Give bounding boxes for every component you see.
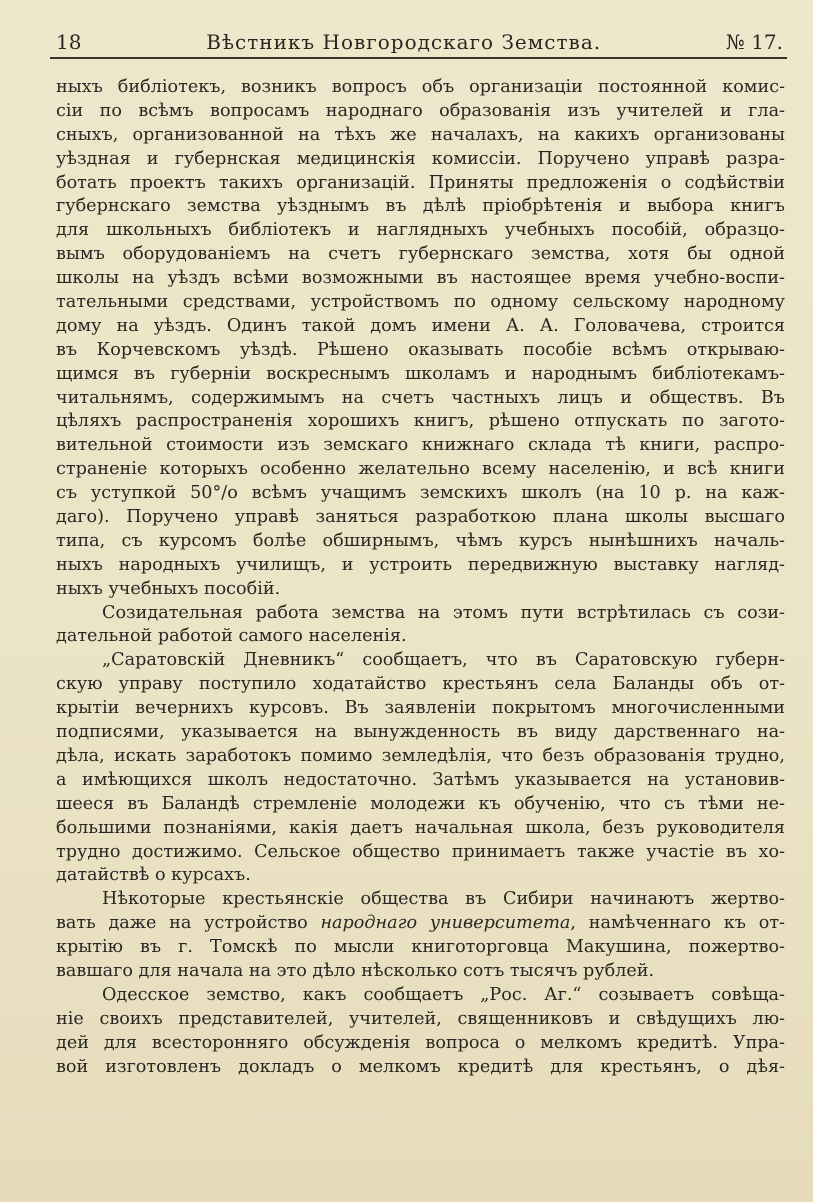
text-line: крытію въ г. Томскѣ по мысли книготорговца Макушина, пожертво- bbox=[56, 937, 785, 958]
article-body bbox=[56, 76, 785, 1079]
text-line: крытіи вечернихъ курсовъ. Въ заявленіи покрытомъ многочисленными bbox=[56, 698, 785, 719]
text-line: подписями, указывается на вынужденность въ виду дарственнаго на- bbox=[56, 722, 785, 743]
text-line: ныхъ библіотекъ, возникъ вопросъ объ организаціи постоянной комис- bbox=[56, 77, 785, 97]
text-line: вительной стоимости изъ земскаго книжнаго склада тѣ книги, распро- bbox=[56, 435, 785, 456]
text-line: вавшаго для начала на это дѣло нѣсколько сотъ тысячъ рублей. bbox=[56, 960, 655, 981]
text-line: „Саратовскій Дневникъ“ сообщаетъ, что въ Саратовскую губерн- bbox=[102, 650, 785, 671]
text-line: дому на уѣздъ. Одинъ такой домъ имени А. А. Головачева, строится bbox=[56, 315, 785, 336]
page-header bbox=[56, 24, 783, 54]
text-line: а имѣющихся школъ недостаточно. Затѣмъ указывается на установив- bbox=[56, 769, 785, 790]
text-line: тательными средствами, устройствомъ по одному сельскому народному bbox=[56, 292, 785, 313]
text-line: ніе своихъ представителей, учителей, священниковъ и свѣдущихъ лю- bbox=[56, 1008, 785, 1029]
page-number: 18 bbox=[56, 30, 82, 54]
text-line: большими познаніями, какія даетъ начальная школа, безъ руководителя bbox=[56, 817, 785, 838]
text-line: читальнямъ, содержимымъ на счетъ частныхъ лицъ и обществъ. Въ bbox=[56, 387, 785, 408]
text-line: уѣздная и губернская медицинскія комиссіи. Поручено управѣ разра- bbox=[56, 148, 785, 169]
text-segment: вать даже на устройство bbox=[56, 913, 321, 934]
text-line: ныхъ народныхъ училищъ, и устроить передвижную выставку нагляд- bbox=[56, 554, 785, 575]
text-line: вой изготовленъ докладъ о мелкомъ кредитѣ для крестьянъ, о дѣя- bbox=[56, 1056, 785, 1077]
text-line: трудно достижимо. Сельское общество принимаетъ также участіе въ хо- bbox=[56, 841, 785, 862]
text-line: типа, съ курсомъ болѣе обширнымъ, чѣмъ курсъ нынѣшнихъ началь- bbox=[56, 530, 785, 551]
text-line: для школьныхъ библіотекъ и наглядныхъ учебныхъ пособій, образцо- bbox=[56, 220, 785, 241]
text-line: вымъ оборудованіемъ на счетъ губернскаго земства, хотя бы одной bbox=[56, 244, 785, 265]
text-line: датайствѣ о курсахъ. bbox=[56, 865, 251, 886]
text-line-mixed bbox=[56, 912, 785, 936]
text-line: губернскаго земства уѣзднымъ въ дѣлѣ пріобрѣтенія и выбора книгъ bbox=[56, 196, 785, 217]
text-line: дательной работой самого населенія. bbox=[56, 626, 407, 647]
text-line: дѣла, искать заработокъ помимо земледѣлія, что безъ образованія трудно, bbox=[56, 745, 785, 766]
text-line: даго). Поручено управѣ заняться разработкою плана школы высшаго bbox=[56, 507, 785, 528]
text-line: страненіе которыхъ особенно желательно всему населенію, и всѣ книги bbox=[56, 459, 785, 480]
text-line: ныхъ учебныхъ пособій. bbox=[56, 578, 281, 599]
text-line: сіи по всѣмъ вопросамъ народнаго образованія изъ учителей и гла- bbox=[56, 100, 785, 121]
header-rule bbox=[50, 57, 787, 59]
text-line: скую управу поступило ходатайство крестьянъ села Баланды объ от- bbox=[56, 674, 785, 695]
text-line: шееся въ Баландѣ стремленіе молодежи къ обученію, что съ тѣми не- bbox=[56, 793, 785, 814]
italic-phrase: народнаго университета bbox=[320, 913, 571, 934]
text-line: дей для всесторонняго обсужденія вопроса о мелкомъ кредитѣ. Упра- bbox=[56, 1032, 785, 1053]
text-line: Нѣкоторые крестьянскіе общества въ Сибири начинаютъ жертво- bbox=[102, 889, 785, 910]
text-line: щимся въ губерніи воскреснымъ школамъ и народнымъ библіотекамъ- bbox=[56, 363, 785, 384]
text-line: ботать проектъ такихъ организацій. Приняты предложенія о содѣйствіи bbox=[56, 172, 785, 193]
text-line: цѣляхъ распространенія хорошихъ книгъ, рѣшено отпускать по загото- bbox=[56, 411, 785, 432]
text-segment: , намѣченнаго къ от- bbox=[570, 913, 785, 934]
text-line: сныхъ, организованной на тѣхъ же началахъ, на какихъ организованы bbox=[56, 124, 785, 145]
text-line: Одесское земство, какъ сообщаетъ „Рос. Аг.“ созываетъ совѣща- bbox=[102, 984, 785, 1005]
journal-title: Вѣстникъ Новгородскаго Земства. bbox=[206, 30, 602, 54]
issue-number: № 17. bbox=[725, 30, 783, 54]
text-line: школы на уѣздъ всѣми возможными въ настоящее время учебно-воспи- bbox=[56, 268, 785, 289]
text-line: съ уступкой 50°/о всѣмъ учащимъ земскихъ школъ (на 10 р. на каж- bbox=[56, 483, 785, 504]
text-line: Созидательная работа земства на этомъ пути встрѣтилась съ сози- bbox=[102, 602, 785, 623]
text-line: въ Корчевскомъ уѣздѣ. Рѣшено оказывать пособіе всѣмъ открываю- bbox=[56, 339, 785, 360]
